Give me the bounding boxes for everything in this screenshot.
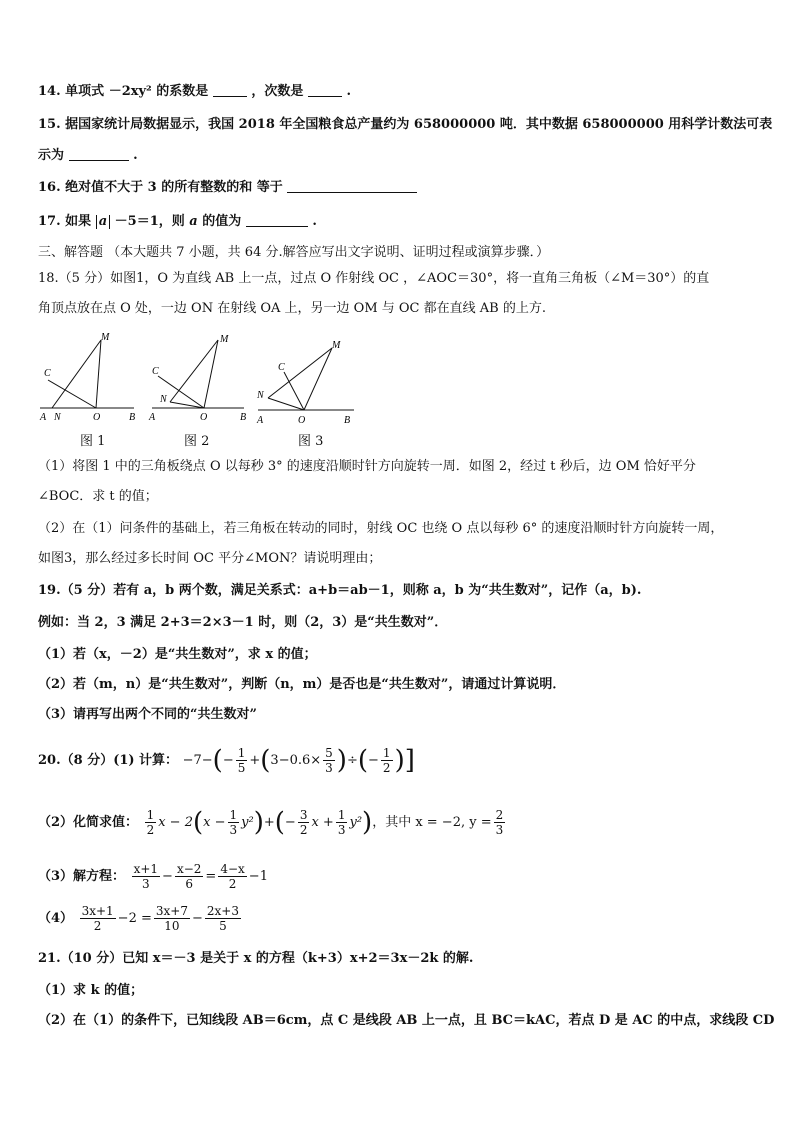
expr-part: − — [222, 753, 234, 768]
text: 的值为 — [202, 214, 242, 229]
text: . — [346, 84, 351, 99]
denominator: 6 — [185, 877, 193, 891]
text: 的系数是 — [156, 84, 209, 99]
denominator: 2 — [299, 823, 308, 837]
expr-part: + — [263, 815, 275, 830]
label-b: B — [240, 412, 247, 423]
denominator: 3 — [325, 761, 333, 775]
label-o: O — [298, 415, 306, 425]
denominator: 3 — [229, 823, 238, 837]
question-head: （2）化简求值： — [38, 815, 139, 830]
denominator: 3 — [337, 823, 346, 837]
numerator: 3 — [299, 808, 308, 822]
monomial-expr: －2xy² — [108, 84, 152, 99]
figure-3-caption: 图 3 — [298, 434, 324, 449]
numerator: 3x+1 — [81, 904, 114, 918]
question-number: 15. — [38, 117, 61, 132]
text: . — [312, 214, 317, 229]
denominator: 5 — [219, 919, 227, 933]
paren-close: ) — [362, 807, 373, 838]
numerator: 4−x — [220, 862, 245, 876]
fraction — [80, 904, 116, 933]
equation — [78, 904, 243, 933]
label-n: N — [54, 412, 61, 423]
fraction — [132, 862, 160, 891]
absolute-value: a — [96, 215, 110, 229]
question-19-line3: （1）若（x，－2）是“共生数对”，求 x 的值； — [38, 647, 317, 662]
question-head: （4） — [38, 911, 74, 926]
numerator: 2x+3 — [206, 904, 239, 918]
expr-part: x + — [311, 815, 334, 830]
question-18-line2: 角顶点放在点 O 处，一边 ON 在射线 OA 上，另一边 OM 与 OC 都在直线 AB 的上方. — [38, 301, 546, 316]
expr-part: − — [191, 911, 203, 926]
denominator: 3 — [495, 823, 504, 837]
label-n: N — [257, 390, 264, 401]
question-18-part2-a: （2）在（1）问条件的基础上，若三角板在转动的同时，射线 OC 也绕 O 点以每秒 6° 的速度沿顺时针方向旋转一周， — [38, 521, 724, 536]
bracket-close: ] — [404, 745, 415, 776]
text: 示为 — [38, 148, 65, 163]
question-20-part4 — [38, 904, 243, 933]
question-20-part3 — [38, 862, 268, 891]
numerator: 1 — [237, 746, 246, 760]
variable: a — [189, 214, 198, 229]
numerator: 1 — [146, 808, 155, 822]
label-m: M — [220, 334, 229, 345]
expr-part: −2 = — [117, 911, 152, 926]
text: 单项式 — [65, 84, 105, 99]
paren-close: ) — [394, 745, 405, 776]
figures-svg — [34, 330, 364, 425]
figure-1 — [39, 332, 135, 423]
answer-blank[interactable] — [213, 82, 247, 97]
fraction — [236, 746, 248, 775]
answer-blank[interactable] — [287, 178, 417, 193]
question-17 — [38, 212, 317, 231]
denominator: 2 — [146, 823, 155, 837]
equation — [130, 862, 268, 891]
text: －5＝1，则 — [114, 214, 185, 229]
answer-blank[interactable] — [246, 212, 308, 227]
numerator: 3x+7 — [155, 904, 188, 918]
numerator: 1 — [229, 808, 238, 822]
question-19-line5: （3）请再写出两个不同的“共生数对” — [38, 707, 258, 722]
expr-part: − — [162, 869, 173, 884]
expr-part: y² — [241, 815, 254, 830]
answer-blank[interactable] — [308, 82, 342, 97]
question-18-part1-a: （1）将图 1 中的三角板绕点 O 以每秒 3° 的速度沿顺时针方向旋转一周．如图 2，经过 t 秒后，边 OM 恰好平分 — [38, 459, 696, 474]
text: ，次数是 — [251, 84, 304, 99]
question-number: 16. — [38, 180, 61, 195]
question-head: （3）解方程： — [38, 869, 126, 884]
denominator: 2 — [382, 761, 391, 775]
question-number: 14. — [38, 84, 61, 99]
fraction — [154, 904, 190, 933]
denominator: 5 — [237, 761, 246, 775]
figure-2 — [148, 334, 246, 423]
text: 据国家统计局数据显示，我国 2018 年全国粮食总产量约为 658000000 吨．其中数据 658000000 用科学计数法可表 — [65, 117, 773, 132]
expr-part: ÷ — [346, 753, 358, 768]
text: 绝对值不大于 3 的所有整数的和 等于 — [65, 180, 283, 195]
question-16 — [38, 178, 417, 197]
answer-blank[interactable] — [69, 146, 129, 161]
expr-part: −7− — [182, 753, 213, 768]
bracket-open: ( — [212, 745, 223, 776]
fraction — [323, 746, 335, 775]
expr-part: + — [249, 753, 261, 768]
text: 如果 — [65, 214, 92, 229]
label-m: M — [101, 332, 110, 343]
expression — [182, 745, 415, 776]
denominator: 3 — [141, 877, 150, 891]
question-21-line3: （2）在（1）的条件下，已知线段 AB＝6cm，点 C 是线段 AB 上一点，且 BC＝kAC，若点 D 是 AC 的中点，求线段 CD — [38, 1013, 775, 1028]
fraction — [298, 808, 310, 837]
expr-part: = — [205, 869, 217, 884]
fraction — [145, 808, 157, 837]
fraction — [205, 904, 241, 933]
expr-part: − — [368, 753, 379, 768]
text: . — [133, 148, 138, 163]
denominator: 10 — [164, 919, 180, 933]
question-21-line2: （1）求 k 的值； — [38, 983, 144, 998]
paren-close: ) — [336, 745, 347, 776]
label-b: B — [344, 415, 351, 425]
question-head: 20.（8 分）(1) 计算： — [38, 753, 179, 768]
label-o: O — [93, 412, 101, 423]
label-n: N — [160, 394, 167, 405]
expr-part: x − — [203, 815, 226, 830]
expr-part: −1 — [248, 869, 268, 884]
question-20-part1 — [38, 746, 415, 775]
label-c: C — [278, 362, 285, 373]
question-18-line1: 18.（5 分）如图1，O 为直线 AB 上一点，过点 O 作射线 OC ，∠AOC＝30°，将一直角三角板（∠M＝30°）的直 — [38, 271, 710, 286]
numerator: 5 — [325, 746, 333, 760]
expr-part: − — [284, 815, 296, 830]
label-c: C — [44, 368, 51, 379]
denominator: 2 — [93, 919, 102, 933]
fraction — [218, 862, 246, 891]
question-18-part2-b: 如图3，那么经过多长时间 OC 平分∠MON？请说明理由； — [38, 551, 382, 566]
numerator: 1 — [382, 746, 391, 760]
fraction — [228, 808, 240, 837]
numerator: x+1 — [133, 862, 159, 876]
question-15-cont — [38, 146, 138, 165]
expr-part: x − 2 — [158, 815, 193, 830]
figure-1-caption: 图 1 — [80, 434, 106, 449]
question-15 — [38, 116, 772, 134]
label-a: A — [40, 412, 47, 423]
label-b: B — [129, 412, 136, 423]
expr-part: 3−0.6× — [270, 753, 322, 768]
fraction — [494, 808, 506, 837]
paren-open: ( — [274, 807, 285, 838]
question-number: 17. — [38, 214, 61, 229]
question-19-line2: 例如：当 2，3 满足 2+3＝2×3－1 时，则（2，3）是“共生数对”． — [38, 615, 448, 630]
fraction — [175, 862, 203, 891]
figure-3 — [256, 340, 354, 425]
figure-2-caption: 图 2 — [184, 434, 210, 449]
fraction — [381, 746, 393, 775]
geometry-figures — [34, 330, 364, 450]
numerator: x−2 — [176, 862, 202, 876]
paren-close: ) — [253, 807, 264, 838]
label-m: M — [332, 340, 341, 351]
question-14 — [38, 82, 351, 101]
label-o: O — [200, 412, 208, 423]
label-a: A — [149, 412, 156, 423]
numerator: 2 — [495, 808, 504, 822]
numerator: 1 — [337, 808, 346, 822]
question-18-part1-b: ∠BOC．求 t 的值； — [38, 489, 158, 504]
question-20-part2 — [38, 808, 507, 837]
expression — [143, 807, 508, 838]
section-heading: 三、解答题 （本大题共 7 小题，共 64 分.解答应写出文字说明、证明过程或演算步骤．） — [38, 245, 550, 260]
expr-part: y² — [349, 815, 363, 830]
fraction — [336, 808, 348, 837]
question-19-line1: 19.（5 分）若有 a，b 两个数，满足关系式：a+b＝ab－1，则称 a，b 为“共生数对”，记作（a，b). — [38, 583, 642, 598]
question-21-line1: 21.（10 分）已知 x＝－3 是关于 x 的方程（k+3）x+2＝3x－2k 的解. — [38, 951, 474, 966]
label-a: A — [257, 415, 264, 425]
paren-open: ( — [260, 745, 271, 776]
denominator: 2 — [228, 877, 237, 891]
paren-open: ( — [357, 745, 369, 776]
paren-open: ( — [192, 807, 204, 838]
label-c: C — [152, 366, 159, 377]
expr-part: ，其中 x = −2, y = — [372, 815, 492, 830]
question-19-line4: （2）若（m，n）是“共生数对”，判断（n，m）是否也是“共生数对”，请通过计算说明． — [38, 677, 566, 692]
